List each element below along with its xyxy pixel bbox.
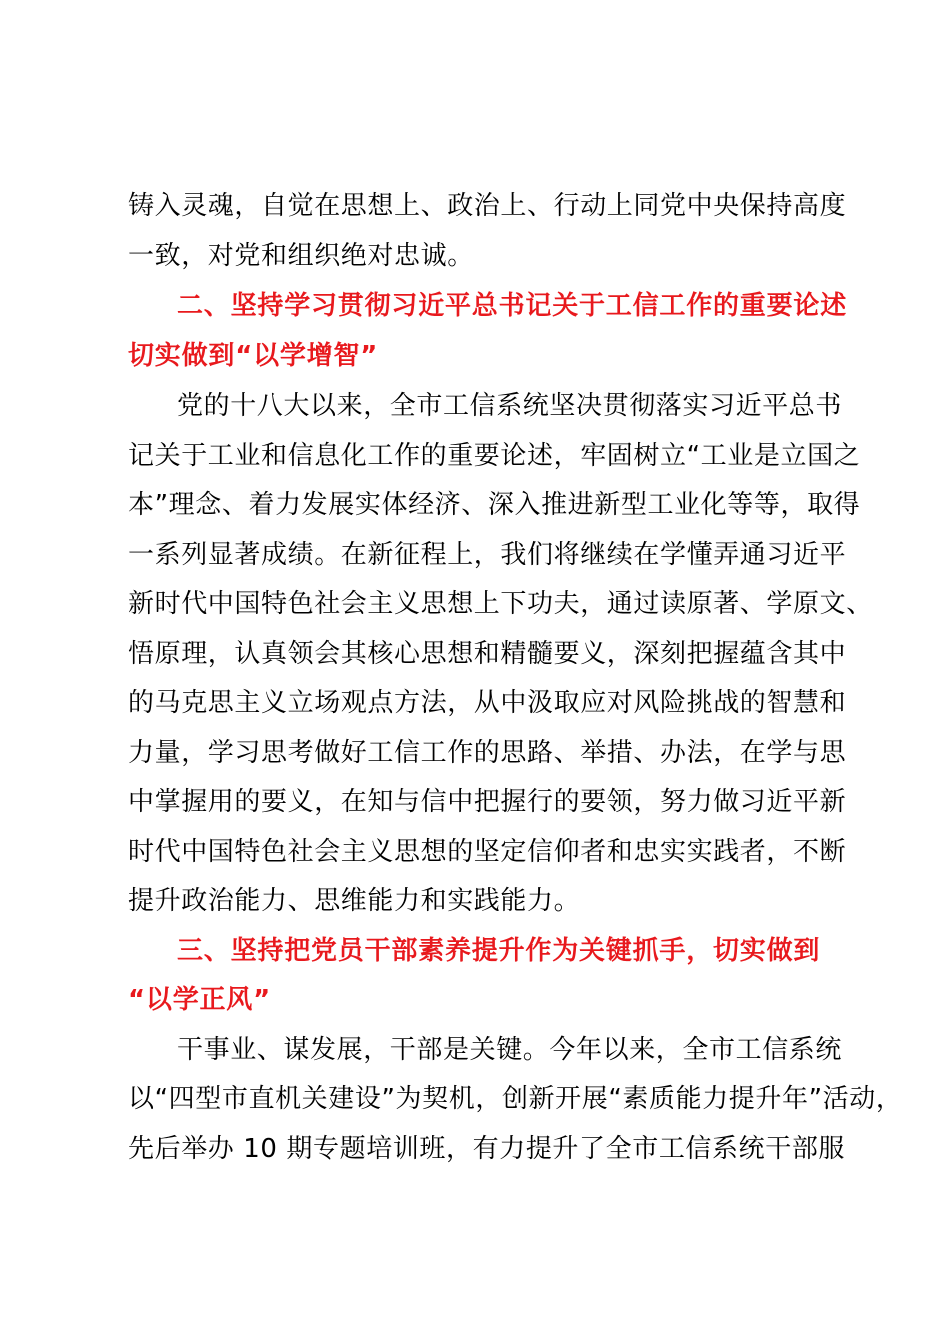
- paragraph-2-line-7: 的马克思主义立场观点方法，从中汲取应对风险挑战的智慧和: [128, 688, 847, 718]
- paragraph-2-line-10: 时代中国特色社会主义思想的坚定信仰者和忠实实践者，不断: [128, 837, 847, 867]
- paragraph-1-line-2: 一致，对党和组织绝对忠诚。: [128, 241, 474, 271]
- paragraph-2-line-6: 悟原理，认真领会其核心思想和精髓要义，深刻把握蕴含其中: [128, 639, 847, 669]
- paragraph-2-line-4: 一系列显著成绩。在新征程上，我们将继续在学懂弄通习近平: [128, 540, 847, 570]
- section-2-heading-line-1: 二、坚持学习贯彻习近平总书记关于工信工作的重要论述: [177, 291, 848, 321]
- paragraph-3-line-1: 干事业、谋发展，干部是关键。今年以来，全市工信系统: [177, 1035, 843, 1065]
- paragraph-2-line-1: 党的十八大以来，全市工信系统坚决贯彻落实习近平总书: [177, 391, 843, 421]
- paragraph-2-line-8: 力量，学习思考做好工信工作的思路、举措、办法，在学与思: [128, 738, 847, 768]
- section-2-heading-line-2: 切实做到“以学增智”: [128, 341, 379, 371]
- paragraph-2-line-11: 提升政治能力、思维能力和实践能力。: [128, 886, 581, 916]
- section-3-heading-line-1: 三、坚持把党员干部素养提升作为关键抓手，切实做到: [177, 936, 821, 966]
- paragraph-2-line-9: 中掌握用的要义，在知与信中把握行的要领，努力做习近平新: [128, 787, 847, 817]
- paragraph-2-line-2: 记关于工业和信息化工作的重要论述，牢固树立“工业是立国之: [128, 441, 861, 471]
- paragraph-1-line-1: 铸入灵魂，自觉在思想上、政治上、行动上同党中央保持高度: [128, 191, 847, 221]
- section-3-heading-line-2: “以学正风”: [128, 985, 271, 1015]
- paragraph-2-line-5: 新时代中国特色社会主义思想上下功夫，通过读原著、学原文、: [128, 589, 873, 619]
- paragraph-3-line-2: 以“四型市直机关建设”为契机，创新开展“素质能力提升年”活动，: [128, 1084, 903, 1114]
- paragraph-3-line-3: 先后举办 10 期专题培训班，有力提升了全市工信系统干部服: [128, 1134, 846, 1164]
- paragraph-2-line-3: 本”理念、着力发展实体经济、深入推进新型工业化等等，取得: [128, 490, 861, 520]
